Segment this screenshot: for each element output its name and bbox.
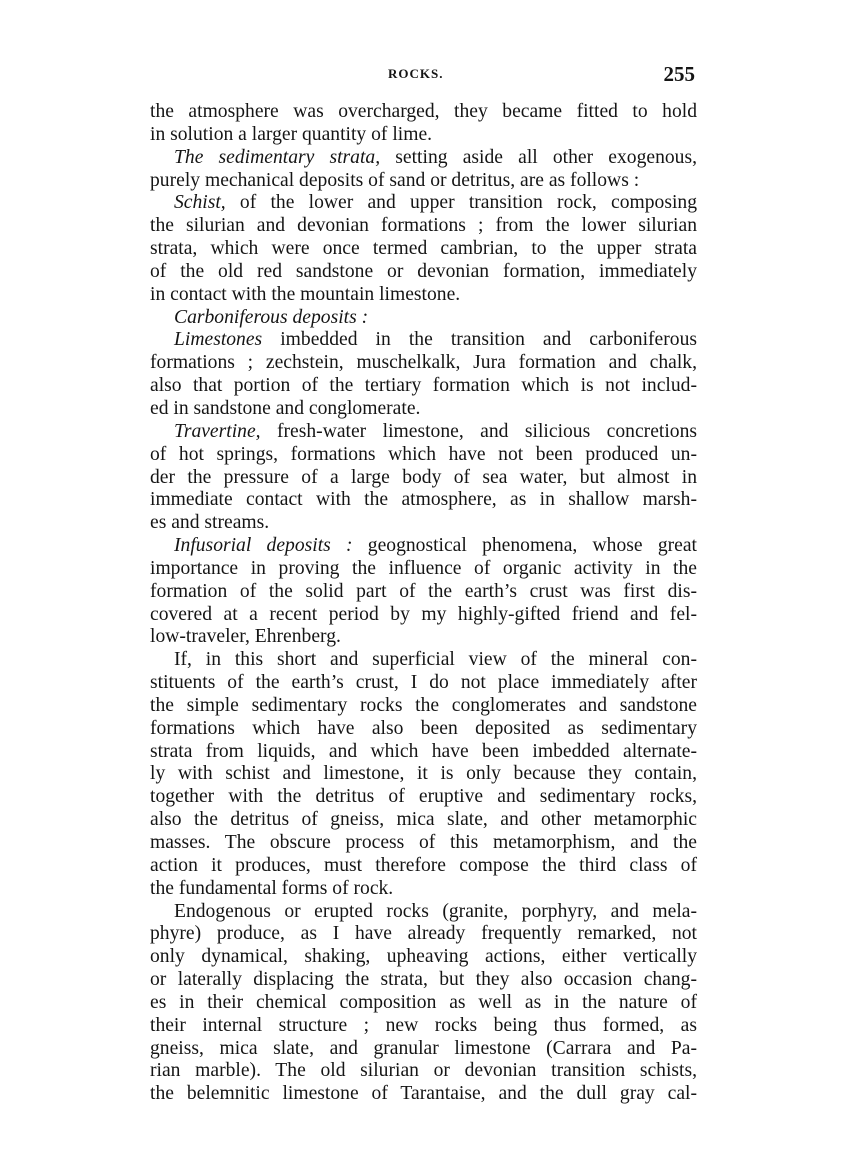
text-run: the silurian and devonian formations ; from the lower silurian	[150, 215, 697, 237]
text-run: rian marble). The old silurian or devonian transition schists,	[150, 1060, 697, 1082]
text-line	[150, 969, 697, 992]
running-title: ROCKS.	[388, 66, 444, 81]
text-run: the belemnitic limestone of Tarantaise, and the dull gray cal-	[150, 1083, 697, 1105]
text-run: es in their chemical composition as well as in the nature of	[150, 991, 697, 1013]
text-line	[150, 809, 697, 832]
text-run: action it produces, must therefore compose the third class of	[150, 854, 697, 876]
text-run: formations ; zechstein, muschelkalk, Jura formation and chalk,	[150, 352, 697, 374]
text-line	[150, 604, 697, 627]
text-line	[150, 124, 697, 147]
text-line	[150, 626, 697, 649]
text-line	[150, 1083, 697, 1106]
text-line	[150, 786, 697, 809]
text-run: or laterally displacing the strata, but they also occasion chang-	[150, 969, 697, 991]
text-line	[150, 352, 697, 375]
text-run: importance in proving the influence of organic activity in the	[150, 557, 697, 579]
text-run: of hot springs, formations which have not been produced un-	[150, 443, 697, 465]
text-run: ly with schist and limestone, it is only because they contain,	[150, 763, 697, 785]
text-run: purely mechanical deposits of sand or detritus, are as follows :	[150, 169, 640, 191]
text-line	[150, 444, 697, 467]
text-line	[150, 535, 697, 558]
text-line	[150, 672, 697, 695]
text-line	[150, 375, 697, 398]
text-run: setting aside all other exogenous,	[380, 146, 697, 168]
text-run: strata from liquids, and which have been imbedded alternate-	[150, 740, 697, 762]
text-line	[150, 649, 697, 672]
text-line	[150, 1060, 697, 1083]
text-line	[150, 192, 697, 215]
text-line	[150, 512, 697, 535]
text-line	[150, 398, 697, 421]
text-run: stituents of the earth’s crust, I do not place immediately after	[150, 672, 697, 694]
text-run: formations which have also been deposited as sedimentary	[150, 717, 697, 739]
text-run: immediate contact with the atmosphere, as in shallow marsh-	[150, 489, 697, 511]
body-text	[150, 101, 697, 1106]
text-line	[150, 489, 697, 512]
text-run: es and streams.	[150, 512, 270, 534]
text-run: low-traveler, Ehrenberg.	[150, 626, 341, 648]
text-line	[150, 718, 697, 741]
text-run: fresh-water limestone, and silicious concretions	[260, 420, 697, 442]
text-run: imbedded in the transition and carboniferous	[262, 329, 697, 351]
text-run: in contact with the mountain limestone.	[150, 283, 461, 305]
text-run: If, in this short and superficial view of the mineral con-	[174, 649, 697, 671]
text-line	[150, 832, 697, 855]
text-run: the simple sedimentary rocks the conglomerates and sandstone	[150, 694, 697, 716]
text-run: of the lower and upper transition rock, composing	[225, 192, 697, 214]
text-run: der the pressure of a large body of sea water, but almost in	[150, 466, 697, 488]
text-run: masses. The obscure process of this metamorphism, and the	[150, 832, 697, 853]
italic-term: The sedimentary strata,	[174, 146, 381, 168]
text-run: the fundamental forms of rock.	[150, 877, 394, 899]
text-line	[150, 284, 697, 307]
running-header	[150, 62, 695, 92]
text-line	[150, 261, 697, 284]
text-run: also the detritus of gneiss, mica slate, and other metamorphic	[150, 809, 697, 831]
text-line	[150, 238, 697, 261]
text-line	[150, 923, 697, 946]
text-run: Endogenous or erupted rocks (granite, porphyry, and mela-	[174, 900, 697, 922]
text-line	[150, 1038, 697, 1061]
text-run: gneiss, mica slate, and granular limestone (Carrara and Pa-	[150, 1037, 697, 1059]
text-run: of the old red sandstone or devonian formation, immediately	[150, 260, 697, 282]
text-line	[150, 695, 697, 718]
text-run: ed in sandstone and conglomerate.	[150, 397, 421, 419]
text-run: formation of the solid part of the earth’s crust was first dis-	[150, 580, 697, 602]
text-line	[150, 215, 697, 238]
italic-term: Infusorial deposits :	[174, 535, 353, 557]
text-run: in solution a larger quantity of lime.	[150, 123, 433, 145]
text-line	[150, 101, 697, 124]
text-line	[150, 307, 697, 330]
text-run: phyre) produce, as I have already frequently remarked, not	[150, 923, 697, 945]
text-run: their internal structure ; new rocks being thus formed, as	[150, 1014, 697, 1036]
text-run: covered at a recent period by my highly-gifted friend and fel-	[150, 603, 697, 625]
text-line	[150, 878, 697, 901]
text-line	[150, 170, 697, 193]
text-line	[150, 1015, 697, 1038]
text-line	[150, 946, 697, 969]
text-run: only dynamical, shaking, upheaving actions, either vertically	[150, 946, 697, 968]
page-number: 255	[663, 62, 695, 86]
text-line	[150, 763, 697, 786]
italic-term: Travertine,	[174, 420, 261, 442]
text-line	[150, 421, 697, 444]
italic-term: Limestones	[174, 329, 263, 351]
italic-term: Carboniferous deposits :	[174, 306, 369, 328]
text-line	[150, 147, 697, 170]
text-line	[150, 467, 697, 490]
text-line	[150, 741, 697, 764]
text-line	[150, 992, 697, 1015]
text-run: together with the detritus of eruptive and sedimentary rocks,	[150, 786, 697, 808]
text-line	[150, 855, 697, 878]
text-run: also that portion of the tertiary formation which is not includ-	[150, 375, 697, 397]
text-run: geognostical phenomena, whose great	[352, 535, 698, 557]
text-line	[150, 581, 697, 604]
text-run: the atmosphere was overcharged, they became fitted to hold	[150, 101, 697, 122]
text-line	[150, 329, 697, 352]
text-line	[150, 558, 697, 581]
italic-term: Schist,	[174, 192, 226, 214]
text-line	[150, 901, 697, 924]
text-run: strata, which were once termed cambrian, to the upper strata	[150, 238, 697, 260]
